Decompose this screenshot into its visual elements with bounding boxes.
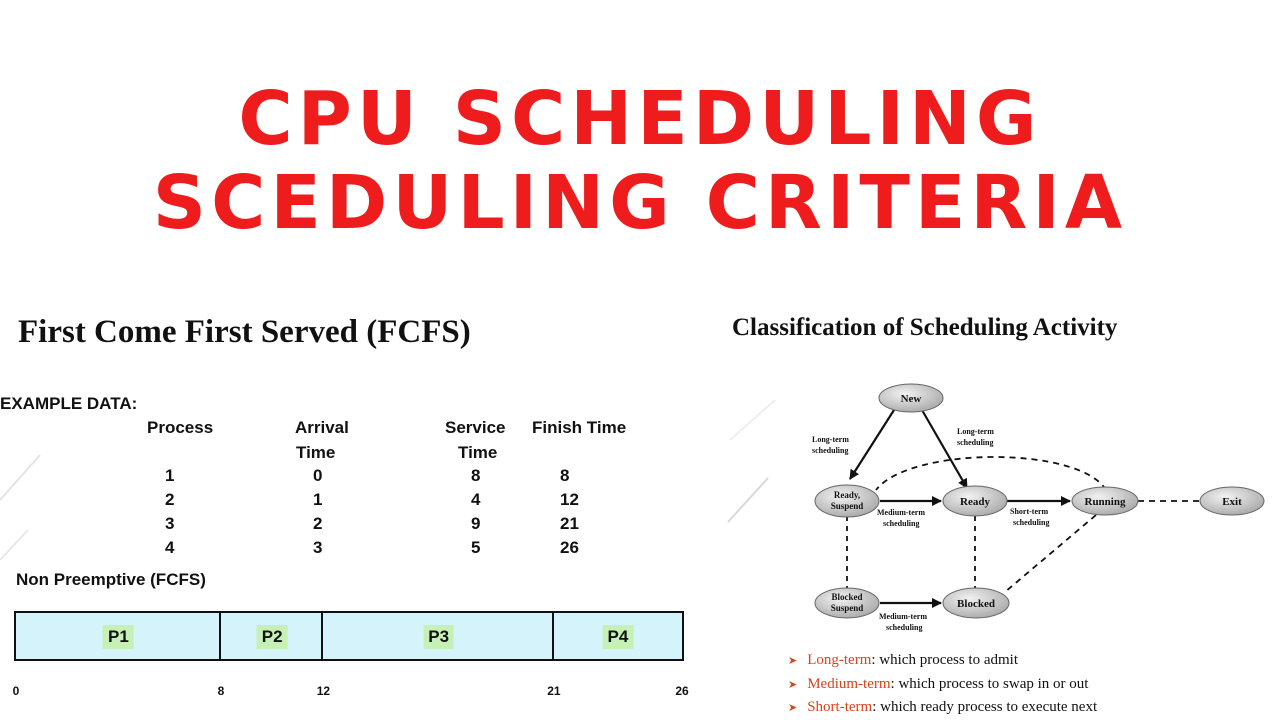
cell-service: 4 bbox=[471, 490, 481, 509]
fcfs-heading: First Come First Served (FCFS) bbox=[18, 314, 471, 350]
edge-new-to-ready bbox=[922, 410, 967, 488]
cell-service: 8 bbox=[471, 466, 481, 485]
node-ready-suspend bbox=[815, 485, 879, 517]
gantt-title: Non Preemptive (FCFS) bbox=[16, 570, 206, 589]
edge-new-to-ready-suspend bbox=[850, 410, 894, 479]
node-blocked-label: Blocked bbox=[957, 598, 995, 610]
node-new bbox=[879, 384, 943, 412]
classification-heading: Classification of Scheduling Activity bbox=[732, 314, 1118, 341]
edge-label-medium-term-bottom: scheduling bbox=[886, 623, 923, 632]
gantt-tick: 12 bbox=[316, 684, 331, 698]
edge-label-medium-term-top: scheduling bbox=[883, 519, 920, 528]
node-ready-label: Ready bbox=[960, 496, 990, 508]
gantt-segment bbox=[323, 613, 554, 659]
legend-item bbox=[788, 676, 1088, 693]
node-ready-suspend-label: Ready, bbox=[833, 490, 861, 500]
cell-finish: 26 bbox=[560, 538, 579, 557]
gantt-segment-label: P4 bbox=[603, 625, 634, 649]
header-service-time: Time bbox=[458, 443, 498, 462]
cell-service: 9 bbox=[471, 514, 481, 533]
edge-label-medium-term-bottom: Medium-term bbox=[879, 612, 927, 621]
gantt-segment bbox=[16, 613, 221, 659]
node-blocked bbox=[943, 588, 1009, 618]
edge-label-long-term-right: scheduling bbox=[957, 438, 994, 447]
header-service: Service bbox=[445, 418, 506, 437]
gantt-tick: 21 bbox=[547, 684, 561, 698]
node-new-label: New bbox=[900, 393, 922, 405]
legend-desc: : which process to admit bbox=[871, 652, 1019, 668]
gantt-segment-label: P1 bbox=[103, 625, 134, 649]
arrow-bullet-icon: ➤ bbox=[788, 679, 798, 691]
gantt-segment bbox=[554, 613, 682, 659]
gantt-tick: 0 bbox=[12, 684, 20, 698]
arrow-bullet-icon: ➤ bbox=[788, 655, 798, 667]
cell-process: 4 bbox=[165, 538, 175, 557]
gantt-chart bbox=[14, 611, 684, 661]
node-blocked-suspend bbox=[815, 588, 879, 618]
legend-term: Short-term bbox=[807, 699, 873, 715]
scheduling-state-diagram bbox=[780, 370, 1242, 640]
node-ready-suspend-label: Suspend bbox=[830, 501, 864, 511]
header-arrival-time: Time bbox=[296, 443, 336, 462]
edge-label-long-term-left: scheduling bbox=[812, 446, 849, 455]
edge-label-long-term-right: Long-term bbox=[957, 427, 994, 436]
edge-label-medium-term-top: Medium-term bbox=[877, 508, 925, 517]
cell-finish: 21 bbox=[560, 514, 579, 533]
gantt-tick: 8 bbox=[217, 684, 225, 698]
edge-label-short-term: scheduling bbox=[1013, 518, 1050, 527]
gantt-segment bbox=[221, 613, 323, 659]
cell-process: 1 bbox=[165, 466, 175, 485]
legend-term: Long-term bbox=[807, 652, 872, 668]
cell-process: 3 bbox=[165, 514, 175, 533]
node-exit-label: Exit bbox=[1222, 496, 1242, 508]
cell-arrival: 3 bbox=[313, 538, 323, 557]
node-blocked-suspend-label: Suspend bbox=[830, 603, 864, 613]
gantt-segment-label: P3 bbox=[423, 625, 454, 649]
cell-arrival: 0 bbox=[313, 466, 323, 485]
cell-process: 2 bbox=[165, 490, 175, 509]
edge-label-short-term: Short-term bbox=[1010, 507, 1049, 516]
cell-finish: 8 bbox=[560, 466, 570, 485]
arrow-bullet-icon: ➤ bbox=[788, 702, 798, 714]
header-arrival: Arrival bbox=[295, 418, 349, 437]
gantt-segment-label: P2 bbox=[257, 625, 288, 649]
header-finish-time: Finish Time bbox=[532, 418, 627, 437]
cell-service: 5 bbox=[471, 538, 481, 557]
title-line-2: SCEDULING CRITERIA bbox=[152, 160, 1128, 246]
legend-desc: : which ready process to execute next bbox=[872, 699, 1098, 715]
cell-arrival: 2 bbox=[313, 514, 323, 533]
legend-term: Medium-term bbox=[807, 676, 891, 692]
gantt-tick: 26 bbox=[675, 684, 689, 698]
node-running-label: Running bbox=[1084, 496, 1126, 508]
example-data-label: EXAMPLE DATA: bbox=[0, 394, 138, 413]
node-blocked-suspend-label: Blocked bbox=[831, 592, 863, 602]
node-exit bbox=[1200, 487, 1264, 515]
edge-label-long-term-left: Long-term bbox=[812, 435, 849, 444]
node-running bbox=[1072, 487, 1138, 515]
title-line-1: CPU SCHEDULING bbox=[238, 76, 1042, 162]
cell-arrival: 1 bbox=[313, 490, 323, 509]
legend-item bbox=[788, 652, 1018, 669]
edge-running-to-ready-suspend bbox=[876, 457, 1106, 490]
header-process: Process bbox=[147, 418, 214, 437]
legend-item bbox=[788, 699, 1097, 716]
node-ready bbox=[943, 486, 1007, 516]
legend-desc: : which process to swap in or out bbox=[890, 676, 1089, 692]
cell-finish: 12 bbox=[560, 490, 579, 509]
